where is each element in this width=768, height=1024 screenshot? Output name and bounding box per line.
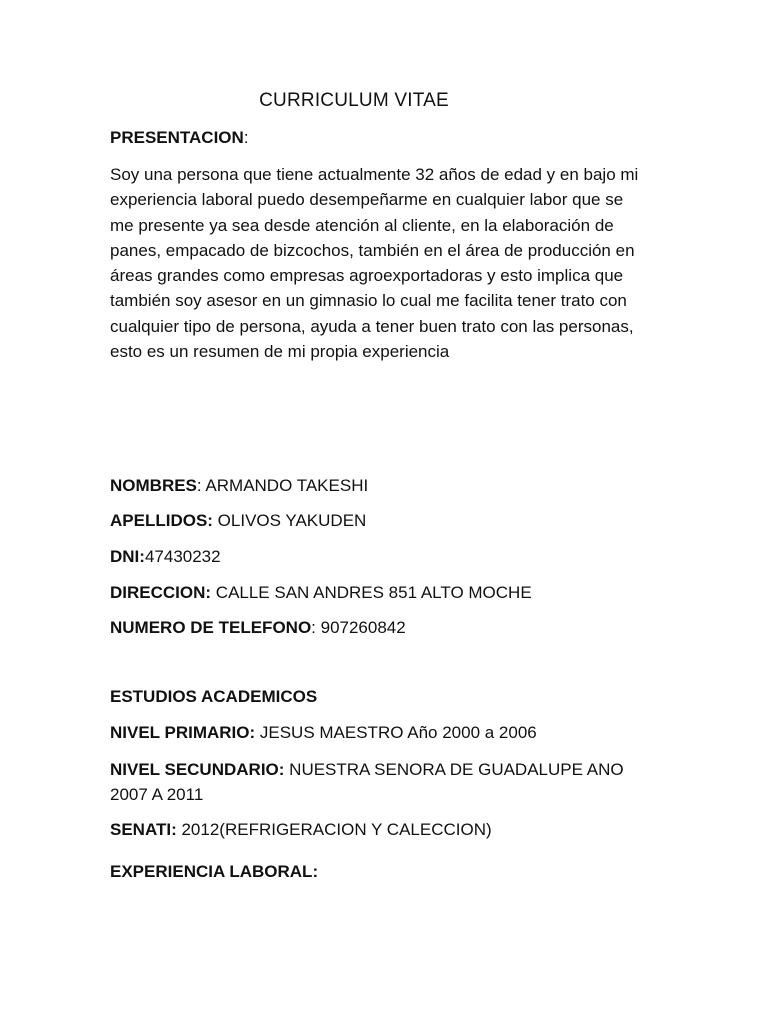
telefono-row	[110, 618, 406, 638]
presentation-heading	[110, 128, 249, 148]
presentation-paragraph: Soy una persona que tiene actualmente 32 años de edad y en bajo mi experiencia laboral puedo desempeñarme en cualquier labor que se me presente ya sea desde atención al cliente, en la elaboración de panes, empacado de bizcochos, también en el área de producción en áreas grandes como empresas agroexportadoras y esto implica que también soy asesor en un gimnasio lo cual me facilita tener trato con cualquier tipo de persona, ayuda a tener buen trato con las personas, esto es un resumen de mi propia experiencia	[110, 165, 639, 362]
telefono-label: NUMERO DE TELEFONO	[110, 618, 312, 637]
secundario-row	[110, 760, 624, 780]
primario-row	[110, 723, 537, 743]
education-heading: ESTUDIOS ACADEMICOS	[110, 687, 318, 706]
nombres-value: : ARMANDO TAKESHI	[196, 476, 369, 495]
apellidos-value: OLIVOS YAKUDEN	[212, 511, 367, 530]
direccion-value: CALLE SAN ANDRES 851 ALTO MOCHE	[211, 583, 532, 602]
apellidos-row	[110, 511, 366, 531]
telefono-value: : 907260842	[311, 618, 406, 637]
secundario-label: NIVEL SECUNDARIO:	[110, 760, 285, 779]
dni-label: DNI:	[110, 547, 145, 566]
secundario-value-line2: 2007 A 2011	[110, 785, 204, 804]
direccion-row	[110, 583, 532, 603]
senati-label: SENATI:	[110, 820, 177, 839]
nombres-label: NOMBRES	[110, 476, 197, 495]
senati-value: 2012(REFRIGERACION Y CALECCION)	[176, 820, 492, 839]
secundario-value-line1: NUESTRA SENORA DE GUADALUPE ANO	[284, 760, 624, 779]
dni-row	[110, 547, 221, 567]
apellidos-label: APELLIDOS:	[110, 511, 213, 530]
primario-label: NIVEL PRIMARIO:	[110, 723, 256, 742]
direccion-label: DIRECCION:	[110, 583, 212, 602]
presentation-heading-label: PRESENTACION	[110, 128, 244, 147]
dni-value: 47430232	[144, 547, 221, 566]
nombres-row	[110, 476, 368, 496]
document-title-text: CURRICULUM VITAE	[259, 90, 449, 111]
document-title	[0, 90, 708, 112]
primario-value: JESUS MAESTRO Año 2000 a 2006	[255, 723, 537, 742]
experience-heading: EXPERIENCIA LABORAL:	[110, 862, 319, 881]
presentation-heading-colon: :	[243, 128, 249, 147]
senati-row	[110, 820, 492, 840]
secundario-row-continued	[110, 785, 203, 805]
